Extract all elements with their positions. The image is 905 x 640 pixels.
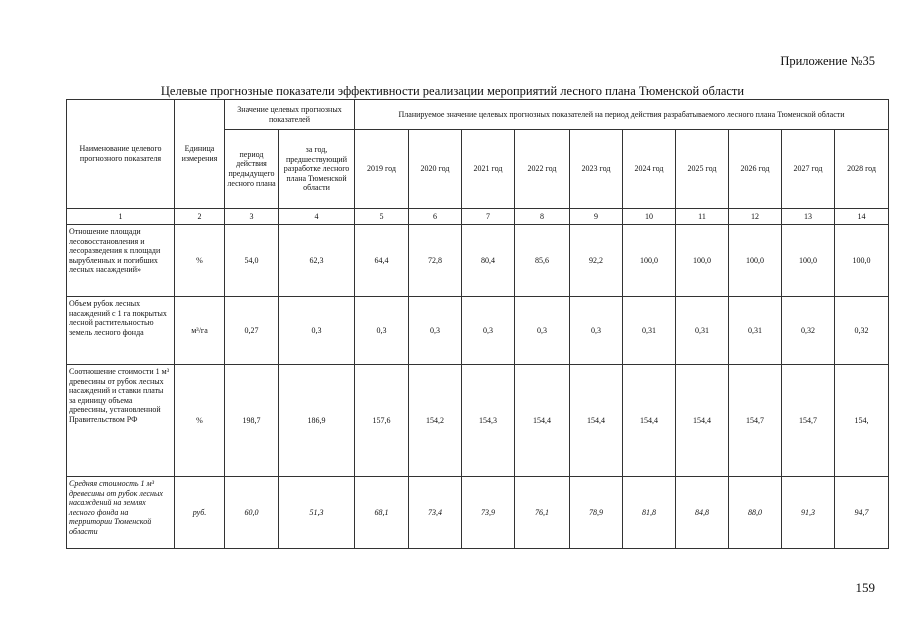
page-title: Целевые прогнозные показатели эффективности реализации мероприятий лесного плана Тюменской области <box>160 84 745 98</box>
header-year: 2028 год <box>835 130 889 209</box>
indicator-value: 64,4 <box>355 225 409 297</box>
indicator-value: 0,3 <box>462 297 515 365</box>
indicator-value: 0,3 <box>279 297 355 365</box>
indicator-value: 100,0 <box>782 225 835 297</box>
indicators-table <box>66 99 889 549</box>
indicator-name: Отношение площади лесовосстановления и лесоразведения к площади вырубленных и погибших лесных насаждений» <box>67 225 175 297</box>
indicator-value: 72,8 <box>409 225 462 297</box>
indicator-value: 73,4 <box>409 477 462 549</box>
column-number: 6 <box>409 209 462 225</box>
header-year: 2021 год <box>462 130 515 209</box>
indicator-value: 80,4 <box>462 225 515 297</box>
table-row <box>67 225 889 297</box>
column-number: 11 <box>676 209 729 225</box>
indicator-value: 92,2 <box>570 225 623 297</box>
indicator-value: 0,27 <box>225 297 279 365</box>
indicator-value: 0,31 <box>676 297 729 365</box>
indicator-name: Средняя стоимость 1 м³ древесины от рубок лесных насаждений на землях лесного фонда на территории Тюменской области <box>67 477 175 549</box>
header-year: 2022 год <box>515 130 570 209</box>
indicator-value: 0,3 <box>355 297 409 365</box>
column-number: 12 <box>729 209 782 225</box>
indicator-value: 100,0 <box>623 225 676 297</box>
indicator-value: 154,4 <box>676 365 729 477</box>
indicator-value: 88,0 <box>729 477 782 549</box>
header-forecast-group: Значение целевых прогнозных показателей <box>225 100 355 130</box>
indicator-value: 100,0 <box>676 225 729 297</box>
indicator-value: 0,31 <box>729 297 782 365</box>
indicator-value: 62,3 <box>279 225 355 297</box>
indicator-value: 0,3 <box>570 297 623 365</box>
table-row <box>67 297 889 365</box>
header-year: 2027 год <box>782 130 835 209</box>
indicator-value: 100,0 <box>729 225 782 297</box>
column-number: 1 <box>67 209 175 225</box>
table-row <box>67 365 889 477</box>
indicator-value: 60,0 <box>225 477 279 549</box>
indicator-value: 100,0 <box>835 225 889 297</box>
indicator-value: 154,2 <box>409 365 462 477</box>
indicator-value: 154,4 <box>623 365 676 477</box>
appendix-label: Приложение №35 <box>780 54 875 68</box>
indicator-value: 0,32 <box>835 297 889 365</box>
indicator-name: Объем рубок лесных насаждений с 1 га покрытых лесной растительностью земель лесного фонда <box>67 297 175 365</box>
indicator-value: 0,3 <box>515 297 570 365</box>
column-number: 4 <box>279 209 355 225</box>
column-number: 9 <box>570 209 623 225</box>
column-number: 14 <box>835 209 889 225</box>
indicator-value: 0,31 <box>623 297 676 365</box>
indicator-value: 91,3 <box>782 477 835 549</box>
indicator-value: 154,7 <box>782 365 835 477</box>
column-number: 2 <box>175 209 225 225</box>
column-number: 13 <box>782 209 835 225</box>
header-unit: Единица измерения <box>175 100 225 209</box>
indicator-unit: % <box>175 365 225 477</box>
header-year: 2025 год <box>676 130 729 209</box>
header-year: 2019 год <box>355 130 409 209</box>
indicator-value: 154,4 <box>515 365 570 477</box>
indicator-value: 154,3 <box>462 365 515 477</box>
indicator-unit: м³/га <box>175 297 225 365</box>
header-prev-year: за год, предшествующий разработке лесного плана Тюменской области <box>279 130 355 209</box>
indicator-value: 76,1 <box>515 477 570 549</box>
indicator-name: Соотношение стоимости 1 м³ древесины от рубок лесных насаждений и ставки платы за единицу объема древесины, установленной Правительством РФ <box>67 365 175 477</box>
indicator-value: 154,4 <box>570 365 623 477</box>
column-number: 5 <box>355 209 409 225</box>
indicator-value: 198,7 <box>225 365 279 477</box>
column-number: 7 <box>462 209 515 225</box>
header-year: 2020 год <box>409 130 462 209</box>
indicator-value: 154, <box>835 365 889 477</box>
indicator-value: 0,32 <box>782 297 835 365</box>
indicator-value: 186,9 <box>279 365 355 477</box>
header-planned-group: Планируемое значение целевых прогнозных показателей на период действия разрабатываемого лесного плана Тюменской области <box>355 100 889 130</box>
column-number: 8 <box>515 209 570 225</box>
indicator-value: 85,6 <box>515 225 570 297</box>
header-year: 2024 год <box>623 130 676 209</box>
indicator-value: 51,3 <box>279 477 355 549</box>
indicator-unit: % <box>175 225 225 297</box>
indicator-value: 73,9 <box>462 477 515 549</box>
indicator-value: 0,3 <box>409 297 462 365</box>
indicator-value: 154,7 <box>729 365 782 477</box>
indicator-value: 81,8 <box>623 477 676 549</box>
table-row <box>67 477 889 549</box>
indicator-value: 94,7 <box>835 477 889 549</box>
column-number: 3 <box>225 209 279 225</box>
header-year: 2026 год <box>729 130 782 209</box>
header-plan-period: период действия предыдущего лесного плана <box>225 130 279 209</box>
indicator-value: 54,0 <box>225 225 279 297</box>
indicator-value: 68,1 <box>355 477 409 549</box>
header-year: 2023 год <box>570 130 623 209</box>
indicator-value: 84,8 <box>676 477 729 549</box>
indicator-value: 157,6 <box>355 365 409 477</box>
indicator-value: 78,9 <box>570 477 623 549</box>
indicator-unit: руб. <box>175 477 225 549</box>
column-number: 10 <box>623 209 676 225</box>
header-indicator-name: Наименование целевого прогнозного показателя <box>67 100 175 209</box>
page-number: 159 <box>855 580 875 595</box>
